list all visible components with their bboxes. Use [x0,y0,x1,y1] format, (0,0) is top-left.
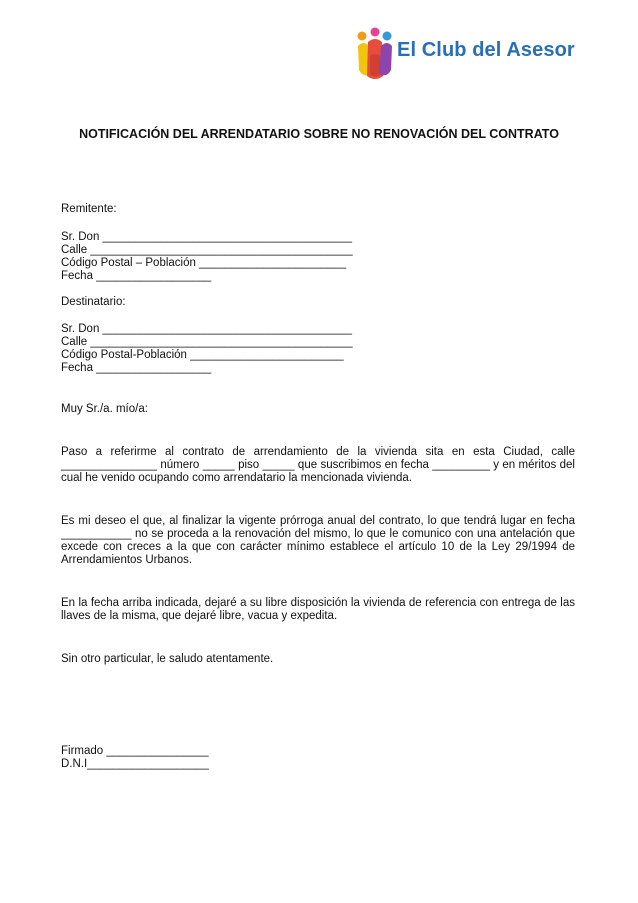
signature-block [61,745,575,771]
club-people-icon [355,26,395,82]
recipient-name-line: Sr. Don _______________________________________ [61,323,352,335]
signed-line: Firmado ________________ [61,745,209,757]
dni-line: D.N.I___________________ [61,758,209,770]
sender-block [61,231,575,283]
sender-date-line: Fecha __________________ [61,270,212,282]
brand-logo [355,26,585,82]
document-title: NOTIFICACIÓN DEL ARRENDATARIO SOBRE NO RENOVACIÓN DEL CONTRATO [79,127,559,141]
paragraph-non-renewal: Es mi deseo el que, al finalizar la vigente prórroga anual del contrato, lo que tendrá lugar en fecha ___________ no se proceda a la renovación del mismo, lo que le comunico con una antelación que excede con creces a la que con carácter mínimo establece el artículo 10 de la Ley 29/1994 de Arrendamientos Urbanos. [61,515,575,566]
sender-postal-line: Código Postal – Población _______________________ [61,257,347,269]
recipient-heading: Destinatario: [61,296,126,308]
sender-heading: Remitente: [61,203,117,215]
salutation: Muy Sr./a. mío/a: [61,403,148,415]
recipient-date-line: Fecha __________________ [61,362,212,374]
recipient-block [61,323,575,375]
sender-name-line: Sr. Don _______________________________________ [61,231,352,243]
recipient-street-line: Calle _________________________________________ [61,336,353,348]
paragraph-keys: En la fecha arriba indicada, dejaré a su libre disposición la vivienda de referencia con entrega de las llaves de la misma, que dejaré libre, vacua y expedita. [61,597,575,622]
brand-name: El Club del Asesor [397,39,575,61]
sender-street-line: Calle _________________________________________ [61,244,353,256]
recipient-postal-line: Código Postal-Población ________________________ [61,349,344,361]
paragraph-contract: Paso a referirme al contrato de arrendamiento de la vivienda sita en esta Ciudad, calle _______________ número _____ piso _____ que suscribimos en fecha _________ y en méritos del cual he venido ocupando como arrendatario la mencionada vivienda. [61,446,575,484]
closing-line: Sin otro particular, le saludo atentamente. [61,653,274,665]
